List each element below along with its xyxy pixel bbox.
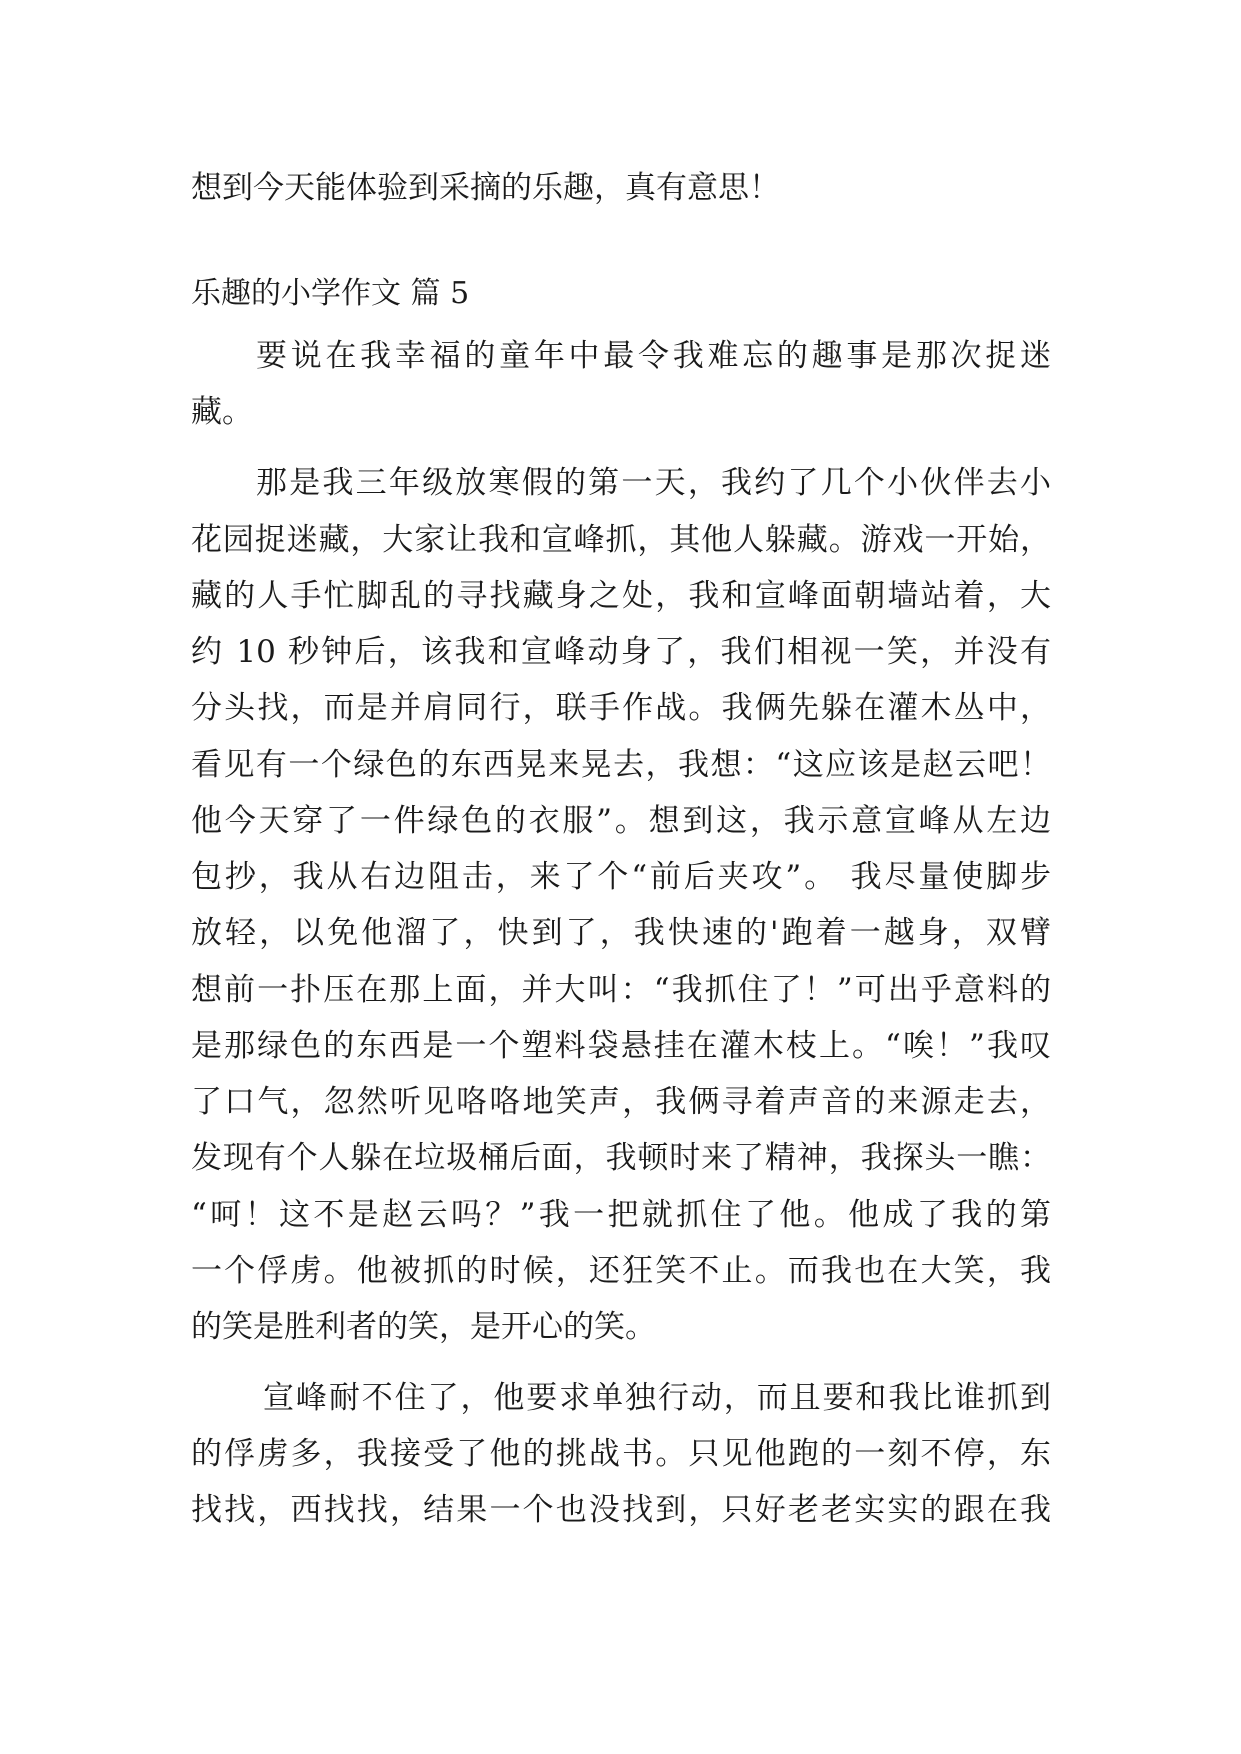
text-line: 想前一扑压在那上面，并大叫：“我抓住了！”可出乎意料的 bbox=[191, 972, 1051, 1008]
text-line: 包抄，我从右边阻击，来了个“前后夹攻”。 我尽量使脚步 bbox=[191, 859, 1051, 895]
text-line: 了口气，忽然听见咯咯地笑声，我俩寻着声音的来源走去， bbox=[191, 1084, 1051, 1120]
section-heading: 乐趣的小学作文 篇 5 bbox=[191, 276, 470, 311]
text-line: 一个俘虏。他被抓的时候，还狂笑不止。而我也在大笑，我 bbox=[191, 1253, 1051, 1289]
text-line: 要说在我幸福的童年中最令我难忘的趣事是那次捉迷 bbox=[256, 338, 1051, 374]
text-line: 想到今天能体验到采摘的乐趣，真有意思！ bbox=[191, 170, 780, 206]
text-line: 找找，西找找，结果一个也没找到，只好老老实实的跟在我 bbox=[191, 1492, 1051, 1528]
text-line: 他今天穿了一件绿色的衣服”。想到这，我示意宣峰从左边 bbox=[191, 803, 1051, 839]
text-line: 放轻，以免他溜了，快到了，我快速的'跑着一越身，双臂 bbox=[191, 915, 1051, 951]
text-line: 藏。 bbox=[191, 394, 253, 430]
text-line: 约 10 秒钟后，该我和宣峰动身了，我们相视一笑，并没有 bbox=[191, 634, 1051, 670]
text-line: 的俘虏多，我接受了他的挑战书。只见他跑的一刻不停，东 bbox=[191, 1436, 1051, 1472]
text-line: 看见有一个绿色的东西晃来晃去，我想：“这应该是赵云吧！ bbox=[191, 747, 1051, 783]
text-line: 那是我三年级放寒假的第一天，我约了几个小伙伴去小 bbox=[256, 465, 1051, 501]
text-line: “呵！这不是赵云吗？”我一把就抓住了他。他成了我的第 bbox=[191, 1197, 1051, 1233]
text-line: 分头找，而是并肩同行，联手作战。我俩先躲在灌木丛中， bbox=[191, 690, 1051, 726]
text-line: 的笑是胜利者的笑，是开心的笑。 bbox=[191, 1309, 656, 1345]
text-line: 宣峰耐不住了，他要求单独行动，而且要和我比谁抓到 bbox=[263, 1380, 1051, 1416]
text-line: 花园捉迷藏，大家让我和宣峰抓，其他人躲藏。游戏一开始， bbox=[191, 522, 1051, 558]
text-line: 藏的人手忙脚乱的寻找藏身之处，我和宣峰面朝墙站着，大 bbox=[191, 578, 1051, 614]
text-line: 发现有个人躲在垃圾桶后面，我顿时来了精神，我探头一瞧： bbox=[191, 1140, 1051, 1176]
text-line: 是那绿色的东西是一个塑料袋悬挂在灌木枝上。“唉！”我叹 bbox=[191, 1028, 1051, 1064]
